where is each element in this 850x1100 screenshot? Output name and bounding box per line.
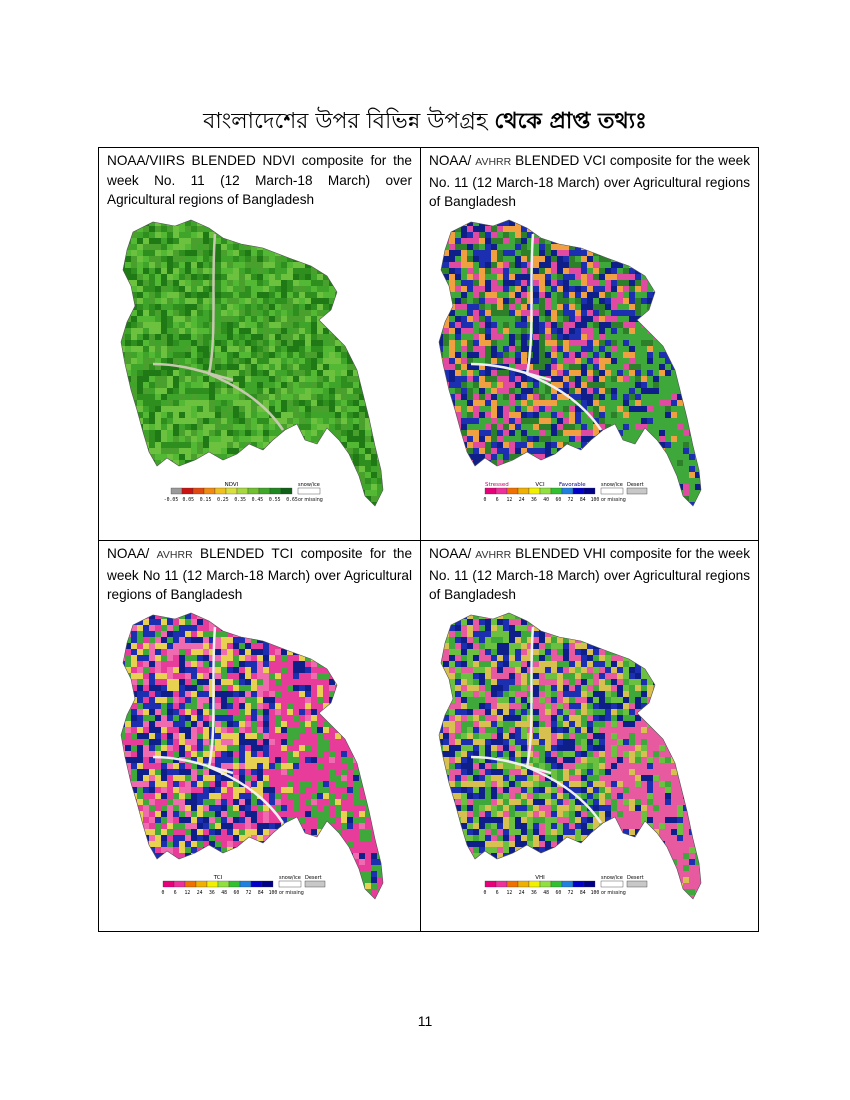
legend-tick-label: 6 — [495, 891, 499, 896]
legend-swatch — [248, 488, 259, 494]
legend-title: NDVI — [224, 482, 239, 488]
legend-swatch — [171, 488, 182, 494]
caption-prefix: NOAA/ — [107, 546, 150, 561]
legend-tick-label: 12 — [506, 891, 513, 896]
legend-swatch — [218, 881, 229, 887]
legend-tick-label: 24 — [518, 498, 525, 503]
panel-vci — [421, 148, 758, 541]
legend-tick-label: 36 — [530, 498, 537, 503]
legend-desert-label: Desert — [305, 875, 322, 881]
legend-swatch — [251, 881, 262, 887]
legend-tick-label: 36 — [530, 891, 537, 896]
legend-desert-swatch — [627, 881, 647, 887]
legend-desert-label: Desert — [627, 482, 644, 488]
map-legend — [484, 875, 647, 896]
legend-swatch — [573, 488, 584, 494]
legend-swatch — [182, 488, 193, 494]
panel-caption — [429, 544, 750, 605]
legend-swatch — [518, 488, 529, 494]
legend-tick-label: 12 — [184, 891, 191, 896]
legend-missing-label-2: or missing — [601, 891, 626, 896]
legend-desert-swatch — [627, 488, 647, 494]
legend-tick-label: 48 — [543, 891, 550, 896]
legend-missing-label: snow/ice — [601, 482, 623, 488]
caption-text: BLENDED VCI composite for the week No. 11 (12 March-18 March) over Agricultural regions of Bangladesh — [429, 153, 751, 209]
legend-missing-swatch — [298, 488, 320, 494]
tci-map — [99, 601, 421, 931]
panel-caption — [107, 151, 412, 210]
panel-vhi — [421, 541, 758, 931]
page-number: 11 — [417, 1013, 433, 1029]
legend-right-label: Favorable — [559, 482, 586, 488]
legend-missing-label: snow/ice — [601, 875, 623, 881]
legend-swatch — [584, 488, 595, 494]
legend-swatch — [204, 488, 215, 494]
legend-tick-label: 60 — [233, 891, 240, 896]
legend-missing-swatch — [601, 488, 623, 494]
legend-swatch — [163, 881, 174, 887]
legend-swatch — [540, 488, 551, 494]
legend-swatch — [529, 881, 540, 887]
page-title-regular: বাংলাদেশের উপর বিভিন্ন উপগ্রহ — [203, 109, 488, 134]
legend-swatch — [551, 488, 562, 494]
legend-swatch — [226, 488, 237, 494]
legend-swatch — [281, 488, 292, 494]
caption-prefix: NOAA/ — [429, 546, 472, 561]
map-legend — [484, 482, 647, 503]
legend-tick-label: 0.45 — [251, 498, 264, 503]
legend-swatch — [259, 488, 270, 494]
legend-swatch — [562, 488, 573, 494]
caption-text: NOAA/VIIRS BLENDED NDVI composite for the week No. 11 (12 March-18 March) over Agricultural regions of Bangladesh — [107, 153, 412, 207]
legend-title: VHI — [535, 875, 545, 881]
composite-grid — [98, 147, 759, 932]
caption-prefix: NOAA/ — [429, 153, 472, 168]
legend-missing-swatch — [601, 881, 623, 887]
legend-missing-label: snow/ice — [298, 482, 320, 488]
legend-swatch — [496, 881, 507, 887]
caption-text: BLENDED TCI composite for the week No 11 (12 March-18 March) over Agricultural regions of Bangladesh — [107, 546, 413, 602]
legend-title: VCI — [535, 482, 545, 488]
legend-desert-swatch — [305, 881, 325, 887]
legend-swatch — [562, 881, 573, 887]
legend-swatch — [207, 881, 218, 887]
legend-tick-label: 0.55 — [268, 498, 281, 503]
legend-tick-label: 84 — [579, 891, 586, 896]
legend-swatch — [485, 488, 496, 494]
legend-tick-label: 48 — [221, 891, 228, 896]
legend-swatch — [237, 488, 248, 494]
legend-swatch — [507, 881, 518, 887]
legend-tick-label: 6 — [173, 891, 177, 896]
legend-tick-label: 24 — [196, 891, 203, 896]
legend-swatch — [507, 488, 518, 494]
panel-caption — [429, 151, 750, 212]
legend-swatch — [584, 881, 595, 887]
legend-swatch — [174, 881, 185, 887]
legend-tick-label: -0.05 — [163, 498, 179, 503]
legend-tick-label: 100 — [590, 891, 600, 896]
legend-swatch — [540, 881, 551, 887]
legend-missing-label-2: or missing — [601, 498, 626, 503]
legend-missing-label-2: or missing — [298, 498, 323, 503]
legend-tick-label: 84 — [257, 891, 264, 896]
legend-tick-label: 0.15 — [199, 498, 212, 503]
legend-swatch — [215, 488, 226, 494]
legend-tick-label: 0.05 — [182, 498, 195, 503]
legend-tick-label: 72 — [567, 891, 574, 896]
legend-tick-label: 60 — [555, 498, 562, 503]
ndvi-map — [99, 208, 421, 538]
legend-swatch — [485, 881, 496, 887]
legend-swatch — [262, 881, 273, 887]
caption-sensor: AVHRR — [475, 549, 512, 561]
legend-swatch — [518, 881, 529, 887]
page-title — [0, 104, 850, 141]
legend-swatch — [551, 881, 562, 887]
legend-title: TCI — [213, 875, 223, 881]
legend-tick-label: 0 — [161, 891, 165, 896]
caption-text: BLENDED VHI composite for the week No. 11 (12 March-18 March) over Agricultural regions of Bangladesh — [429, 546, 751, 602]
legend-left-label: Stressed — [485, 482, 509, 488]
legend-tick-label: 12 — [506, 498, 513, 503]
map-legend — [164, 482, 323, 503]
legend-tick-label: 0.65 — [286, 498, 298, 503]
legend-swatch — [529, 488, 540, 494]
legend-swatch — [573, 881, 584, 887]
legend-tick-label: 100 — [590, 498, 600, 503]
legend-tick-label: 0.25 — [217, 498, 229, 503]
legend-missing-label: snow/ice — [279, 875, 301, 881]
legend-tick-label: 24 — [518, 891, 525, 896]
page-title-bold: থেকে প্রাপ্ত তথ্যঃ — [494, 109, 647, 134]
legend-tick-label: 72 — [567, 498, 574, 503]
legend-swatch — [196, 881, 207, 887]
legend-tick-label: 72 — [245, 891, 252, 896]
legend-tick-label: 0 — [483, 891, 487, 896]
legend-tick-label: 84 — [579, 498, 586, 503]
legend-tick-label: 60 — [555, 891, 562, 896]
panel-tci — [99, 541, 421, 931]
legend-desert-label: Desert — [627, 875, 644, 881]
legend-tick-label: 100 — [268, 891, 278, 896]
caption-sensor: AVHRR — [475, 156, 512, 168]
legend-tick-label: 6 — [495, 498, 499, 503]
legend-swatch — [193, 488, 204, 494]
legend-swatch — [270, 488, 281, 494]
legend-tick-label: 36 — [208, 891, 215, 896]
legend-tick-label: 0.35 — [234, 498, 246, 503]
legend-tick-label: 40 — [543, 498, 550, 503]
map-legend — [162, 875, 325, 896]
panel-ndvi — [99, 148, 421, 541]
legend-tick-label: 0 — [483, 498, 487, 503]
legend-swatch — [496, 488, 507, 494]
legend-swatch — [240, 881, 251, 887]
legend-missing-label-2: or missing — [279, 891, 304, 896]
vhi-map — [421, 601, 758, 931]
panel-caption — [107, 544, 412, 605]
caption-sensor: AVHRR — [156, 549, 193, 561]
legend-missing-swatch — [279, 881, 301, 887]
vci-map — [421, 208, 758, 538]
legend-swatch — [185, 881, 196, 887]
legend-swatch — [229, 881, 240, 887]
